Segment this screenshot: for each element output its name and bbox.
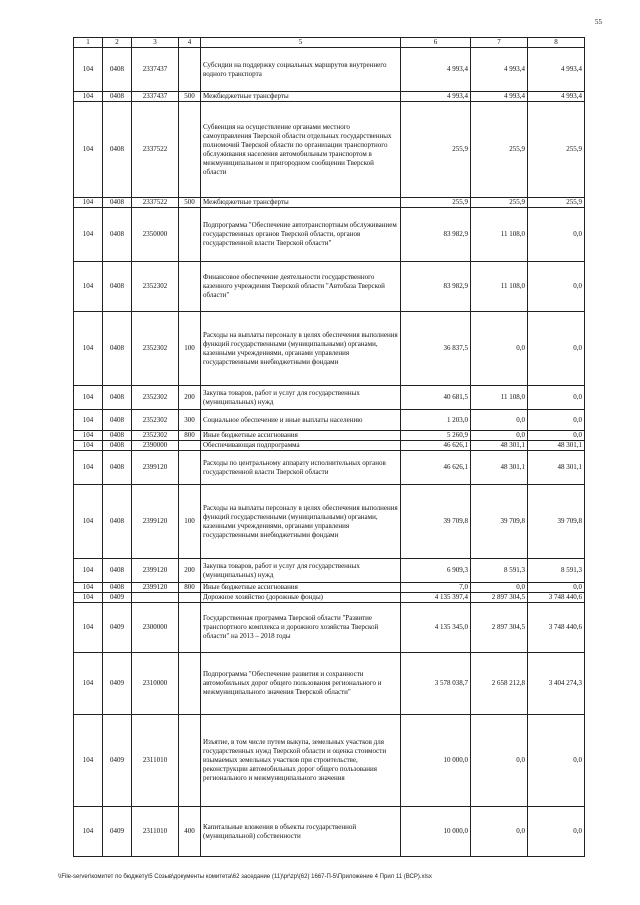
amount-cell: 39 709,8 <box>471 485 528 559</box>
amount-cell: 83 982,9 <box>401 208 471 262</box>
description-cell: Субвенция на осуществление органами местного самоуправления Тверской области отдельных государственных полномочий Тверской области по организации транспортного обслуживания населения автомобильным транспортом в межмуниципальном и пригородном сообщении Тверской области <box>201 102 401 198</box>
description-cell: Дорожное хозяйство (дорожные фонды) <box>201 593 401 603</box>
target-article-cell: 2352302 <box>132 262 179 312</box>
target-article-cell: 2352302 <box>132 431 179 441</box>
section-code-cell: 0408 <box>103 312 132 386</box>
section-code-cell: 0409 <box>103 593 132 603</box>
section-code-cell: 0408 <box>103 92 132 102</box>
description-cell: Финансовое обеспечение деятельности государственного казенного учреждения Тверской области "Автобаза Тверской области" <box>201 262 401 312</box>
table-row <box>74 715 585 807</box>
table-row <box>74 92 585 102</box>
amount-cell: 40 681,5 <box>401 386 471 410</box>
target-article-cell: 2399120 <box>132 485 179 559</box>
section-code-cell: 0408 <box>103 431 132 441</box>
amount-cell: 11 108,0 <box>471 386 528 410</box>
section-code-cell: 0408 <box>103 410 132 431</box>
target-article-cell <box>132 593 179 603</box>
expense-type-cell <box>179 208 201 262</box>
column-number-header <box>74 38 585 48</box>
amount-cell: 5 260,9 <box>401 431 471 441</box>
section-code-cell: 0408 <box>103 102 132 198</box>
expense-type-cell: 100 <box>179 312 201 386</box>
amount-cell: 0,0 <box>528 583 585 593</box>
description-cell: Закупка товаров, работ и услуг для государственных (муниципальных) нужд <box>201 386 401 410</box>
amount-cell: 4 993,4 <box>401 48 471 92</box>
amount-cell: 0,0 <box>528 410 585 431</box>
expense-type-cell <box>179 262 201 312</box>
section-code-cell: 0408 <box>103 559 132 583</box>
table-row <box>74 262 585 312</box>
amount-cell: 3 578 038,7 <box>401 653 471 715</box>
amount-cell: 48 301,1 <box>471 441 528 451</box>
expense-type-cell: 400 <box>179 807 201 857</box>
amount-cell: 255,9 <box>401 198 471 208</box>
amount-cell: 4 993,4 <box>471 48 528 92</box>
target-article-cell: 2337522 <box>132 198 179 208</box>
amount-cell: 255,9 <box>471 102 528 198</box>
target-article-cell: 2311010 <box>132 807 179 857</box>
budget-table <box>73 37 585 857</box>
amount-cell: 255,9 <box>528 102 585 198</box>
table-row <box>74 312 585 386</box>
amount-cell: 3 404 274,3 <box>528 653 585 715</box>
amount-cell: 4 993,4 <box>471 92 528 102</box>
amount-cell: 4 993,4 <box>528 48 585 92</box>
description-cell: Подпрограмма "Обеспечение развития и сохранности автомобильных дорог общего пользования регионального и межмуниципального значения Тверской области" <box>201 653 401 715</box>
description-cell: Обеспечивающая подпрограмма <box>201 441 401 451</box>
table-row <box>74 451 585 485</box>
admin-code-cell: 104 <box>74 583 103 593</box>
description-cell: Расходы на выплаты персоналу в целях обеспечения выполнения функций государственными (муниципальными) органами, казенными учреждениями, органами управления государственными внебюджетными фондами <box>201 485 401 559</box>
table-row <box>74 198 585 208</box>
section-code-cell: 0408 <box>103 208 132 262</box>
expense-type-cell <box>179 603 201 653</box>
target-article-cell: 2337522 <box>132 102 179 198</box>
target-article-cell: 2399120 <box>132 559 179 583</box>
amount-cell: 4 993,4 <box>401 92 471 102</box>
expense-type-cell: 500 <box>179 92 201 102</box>
description-cell: Изъятие, в том числе путем выкупа, земельных участков для государственных нужд Тверской области и оценка стоимости изымаемых земельных участков при строительстве, реконструкции автомобильных дорог общего пользования регионального и межмуниципального значения <box>201 715 401 807</box>
table-row <box>74 653 585 715</box>
header-cell: 8 <box>528 38 585 48</box>
header-cell: 2 <box>103 38 132 48</box>
amount-cell: 11 108,0 <box>471 262 528 312</box>
target-article-cell: 2337437 <box>132 92 179 102</box>
admin-code-cell: 104 <box>74 485 103 559</box>
table-row <box>74 807 585 857</box>
page-number: 55 <box>595 18 602 26</box>
table-row <box>74 603 585 653</box>
admin-code-cell: 104 <box>74 48 103 92</box>
amount-cell: 0,0 <box>528 312 585 386</box>
description-cell: Субсидии на поддержку социальных маршрутов внутреннего водного транспорта <box>201 48 401 92</box>
amount-cell: 36 837,5 <box>401 312 471 386</box>
admin-code-cell: 104 <box>74 559 103 583</box>
amount-cell: 255,9 <box>401 102 471 198</box>
admin-code-cell: 104 <box>74 410 103 431</box>
table-row <box>74 431 585 441</box>
section-code-cell: 0409 <box>103 807 132 857</box>
table-row <box>74 441 585 451</box>
expense-type-cell <box>179 451 201 485</box>
amount-cell: 0,0 <box>471 583 528 593</box>
admin-code-cell: 104 <box>74 102 103 198</box>
table-row <box>74 102 585 198</box>
target-article-cell: 2352302 <box>132 410 179 431</box>
amount-cell: 2 897 304,5 <box>471 603 528 653</box>
amount-cell: 11 108,0 <box>471 208 528 262</box>
description-cell: Социальное обеспечение и иные выплаты населению <box>201 410 401 431</box>
amount-cell: 0,0 <box>471 312 528 386</box>
description-cell: Капитальные вложения в объекты государственной (муниципальной) собственности <box>201 807 401 857</box>
amount-cell: 39 709,8 <box>401 485 471 559</box>
section-code-cell: 0408 <box>103 198 132 208</box>
header-cell: 5 <box>201 38 401 48</box>
admin-code-cell: 104 <box>74 431 103 441</box>
file-path-footer: \\File-server\комитет по бюджету\5 Созыв\документы комитета\62 заседание (11)\pr\zp\(62) 1667-П-5\Приложение 4 Прил 11 (ВСР).xlsx <box>58 874 432 880</box>
amount-cell: 46 626,1 <box>401 441 471 451</box>
expense-type-cell: 200 <box>179 559 201 583</box>
description-cell: Расходы по центральному аппарату исполнительных органов государственной власти Тверской области <box>201 451 401 485</box>
expense-type-cell <box>179 715 201 807</box>
expense-type-cell: 100 <box>179 485 201 559</box>
amount-cell: 1 203,0 <box>401 410 471 431</box>
amount-cell: 48 301,1 <box>471 451 528 485</box>
target-article-cell: 2399120 <box>132 451 179 485</box>
admin-code-cell: 104 <box>74 451 103 485</box>
section-code-cell: 0408 <box>103 262 132 312</box>
admin-code-cell: 104 <box>74 198 103 208</box>
target-article-cell: 2300000 <box>132 603 179 653</box>
section-code-cell: 0408 <box>103 451 132 485</box>
amount-cell: 0,0 <box>528 386 585 410</box>
expense-type-cell <box>179 593 201 603</box>
section-code-cell: 0409 <box>103 653 132 715</box>
description-cell: Иные бюджетные ассигнования <box>201 431 401 441</box>
amount-cell: 48 301,1 <box>528 451 585 485</box>
target-article-cell: 2352302 <box>132 312 179 386</box>
amount-cell: 255,9 <box>471 198 528 208</box>
admin-code-cell: 104 <box>74 386 103 410</box>
amount-cell: 2 897 304,5 <box>471 593 528 603</box>
description-cell: Расходы на выплаты персоналу в целях обеспечения выполнения функций государственными (муниципальными) органами, казенными учреждениями, органами управления государственными внебюджетными фондами <box>201 312 401 386</box>
expense-type-cell: 800 <box>179 431 201 441</box>
amount-cell: 3 748 440,6 <box>528 593 585 603</box>
amount-cell: 48 301,1 <box>528 441 585 451</box>
amount-cell: 4 135 345,0 <box>401 603 471 653</box>
header-cell: 4 <box>179 38 201 48</box>
admin-code-cell: 104 <box>74 92 103 102</box>
amount-cell: 83 982,9 <box>401 262 471 312</box>
target-article-cell: 2352302 <box>132 386 179 410</box>
admin-code-cell: 104 <box>74 807 103 857</box>
target-article-cell: 2390000 <box>132 441 179 451</box>
header-cell: 3 <box>132 38 179 48</box>
amount-cell: 7,0 <box>401 583 471 593</box>
target-article-cell: 2337437 <box>132 48 179 92</box>
description-cell: Закупка товаров, работ и услуг для государственных (муниципальных) нужд <box>201 559 401 583</box>
admin-code-cell: 104 <box>74 262 103 312</box>
amount-cell: 4 993,4 <box>528 92 585 102</box>
section-code-cell: 0408 <box>103 48 132 92</box>
amount-cell: 4 135 397,4 <box>401 593 471 603</box>
amount-cell: 39 709,8 <box>528 485 585 559</box>
amount-cell: 0,0 <box>528 262 585 312</box>
section-code-cell: 0408 <box>103 386 132 410</box>
expense-type-cell <box>179 441 201 451</box>
amount-cell: 2 658 212,8 <box>471 653 528 715</box>
amount-cell: 10 000,0 <box>401 807 471 857</box>
admin-code-cell: 104 <box>74 441 103 451</box>
amount-cell: 0,0 <box>471 715 528 807</box>
table-row <box>74 559 585 583</box>
table-row <box>74 410 585 431</box>
expense-type-cell <box>179 48 201 92</box>
amount-cell: 0,0 <box>528 807 585 857</box>
description-cell: Межбюджетные трансферты <box>201 92 401 102</box>
admin-code-cell: 104 <box>74 312 103 386</box>
description-cell: Иные бюджетные ассигнования <box>201 583 401 593</box>
target-article-cell: 2310000 <box>132 653 179 715</box>
expense-type-cell: 200 <box>179 386 201 410</box>
header-cell: 6 <box>401 38 471 48</box>
amount-cell: 8 591,3 <box>528 559 585 583</box>
amount-cell: 0,0 <box>528 715 585 807</box>
table-row <box>74 48 585 92</box>
amount-cell: 0,0 <box>528 208 585 262</box>
amount-cell: 8 591,3 <box>471 559 528 583</box>
amount-cell: 255,9 <box>528 198 585 208</box>
section-code-cell: 0408 <box>103 441 132 451</box>
description-cell: Подпрограмма "Обеспечение автотранспортным обслуживанием государственных органов Тверской области, органов государственной власти Тверской области" <box>201 208 401 262</box>
section-code-cell: 0409 <box>103 603 132 653</box>
header-cell: 7 <box>471 38 528 48</box>
target-article-cell: 2350000 <box>132 208 179 262</box>
table-body <box>74 48 585 857</box>
expense-type-cell: 800 <box>179 583 201 593</box>
table-row <box>74 386 585 410</box>
amount-cell: 10 000,0 <box>401 715 471 807</box>
expense-type-cell <box>179 102 201 198</box>
target-article-cell: 2399120 <box>132 583 179 593</box>
section-code-cell: 0409 <box>103 715 132 807</box>
expense-type-cell: 300 <box>179 410 201 431</box>
amount-cell: 46 626,1 <box>401 451 471 485</box>
amount-cell: 0,0 <box>471 410 528 431</box>
admin-code-cell: 104 <box>74 208 103 262</box>
amount-cell: 6 909,3 <box>401 559 471 583</box>
admin-code-cell: 104 <box>74 593 103 603</box>
description-cell: Межбюджетные трансферты <box>201 198 401 208</box>
section-code-cell: 0408 <box>103 583 132 593</box>
amount-cell: 0,0 <box>471 431 528 441</box>
table-row <box>74 485 585 559</box>
admin-code-cell: 104 <box>74 603 103 653</box>
table-row <box>74 208 585 262</box>
expense-type-cell <box>179 653 201 715</box>
admin-code-cell: 104 <box>74 715 103 807</box>
section-code-cell: 0408 <box>103 485 132 559</box>
expense-type-cell: 500 <box>179 198 201 208</box>
amount-cell: 3 748 440,6 <box>528 603 585 653</box>
admin-code-cell: 104 <box>74 653 103 715</box>
table-row <box>74 593 585 603</box>
amount-cell: 0,0 <box>471 807 528 857</box>
description-cell: Государственная программа Тверской области "Развитие транспортного комплекса и дорожного хозяйства Тверской области" на 2013 – 2018 годы <box>201 603 401 653</box>
table-row <box>74 583 585 593</box>
target-article-cell: 2311010 <box>132 715 179 807</box>
amount-cell: 0,0 <box>528 431 585 441</box>
header-cell: 1 <box>74 38 103 48</box>
